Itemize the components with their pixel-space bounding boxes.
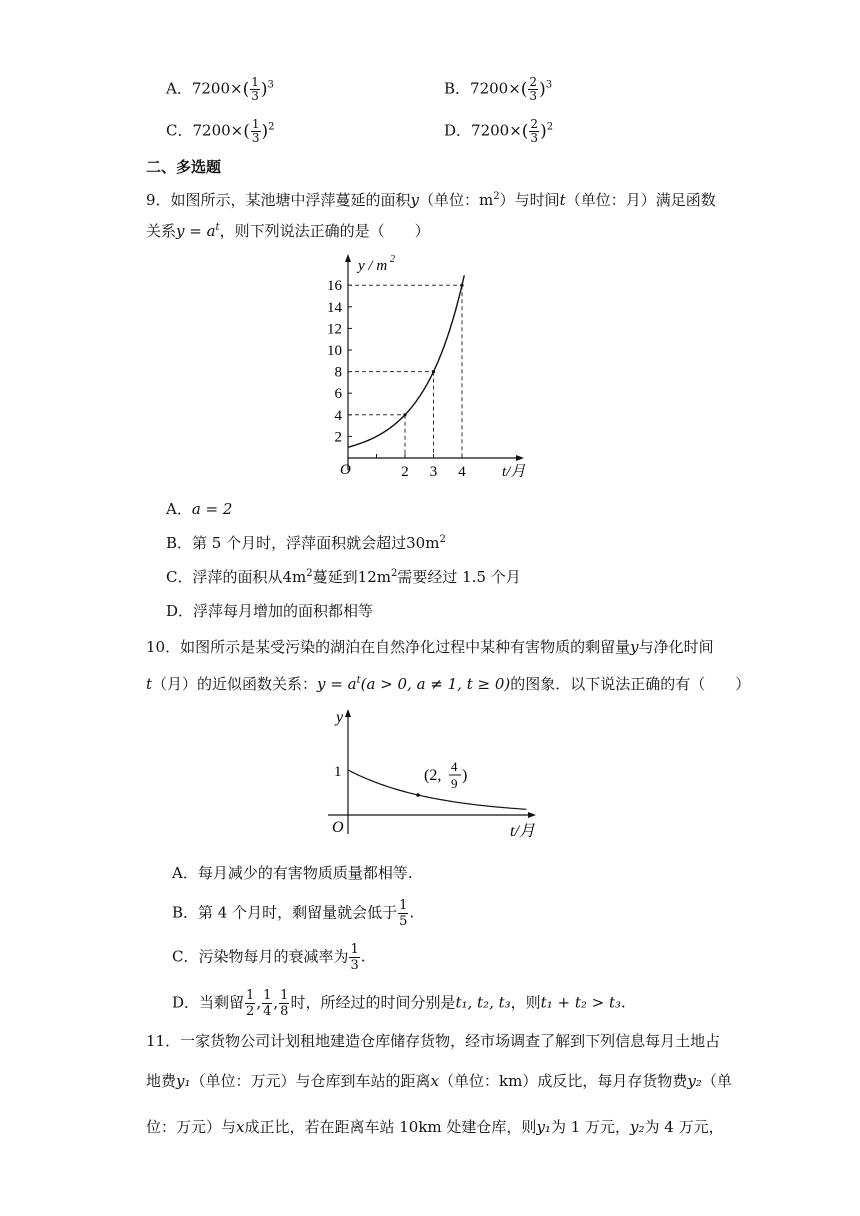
q11-stem-line2: 地费y₁（单位：万元）与仓库到车站的距离x（单位：km）成反比，每月存货物费y₂（单 bbox=[146, 1072, 732, 1090]
q11-stem-line1: 11．一家货物公司计划租地建造仓库储存货物，经市场调查了解到下列信息每月土地占 bbox=[146, 1032, 721, 1050]
q8-option-a: A．7200×( $\frac{1}{3}$ )$^3$ bbox=[166, 75, 274, 103]
point-label-pre: (2, bbox=[424, 767, 442, 784]
point-label-post: ) bbox=[462, 767, 468, 784]
q10-option-c: C．污染物每月的衰减率为 $\frac{1}{3}$ . bbox=[172, 942, 366, 973]
x-axis-label: t/月 bbox=[502, 464, 526, 480]
y-tick-label: 10 bbox=[327, 343, 342, 359]
q10-option-b: B．第 4 个月时，剩留量就会低于 $\frac{1}{5}$ . bbox=[172, 898, 415, 929]
y-tick-label: 8 bbox=[334, 364, 342, 381]
y-tick-label: 6 bbox=[334, 386, 342, 403]
q11-stem-line3: 位：万元）与x成正比，若在距离车站 10km 处建仓库，则y₁为 1 万元，y₂为 4 万元， bbox=[146, 1118, 724, 1136]
q8-option-b: B．7200×( $\frac{2}{3}$ )$^3$ bbox=[444, 75, 553, 103]
x-axis-arrow bbox=[516, 455, 524, 461]
y-tick-label: 4 bbox=[334, 407, 342, 424]
q9-option-c: C．浮萍的面积从$4m^2$蔓延到$12m^2$需要经过 1.5 个月 bbox=[166, 568, 521, 586]
y-tick-1: 1 bbox=[334, 764, 342, 780]
x-axis-label: t/月 bbox=[510, 823, 535, 840]
y-tick-label: 2 bbox=[334, 429, 342, 446]
q9-option-b: B．第 5 个月时，浮萍面积就会超过$30m^2$ bbox=[166, 534, 446, 552]
y-tick-label: 16 bbox=[327, 278, 342, 295]
y-axis-arrow bbox=[345, 709, 351, 717]
x-tick-label: 2 bbox=[401, 464, 409, 480]
x-tick-label: 3 bbox=[429, 464, 438, 480]
y-axis-label-exp: 2 bbox=[390, 254, 395, 265]
x-tick-label: 4 bbox=[458, 464, 466, 480]
q8-option-c: C．7200×( $\frac{1}{3}$ )$^2$ bbox=[166, 117, 275, 145]
q8-option-d: D．7200×( $\frac{2}{3}$ )$^2$ bbox=[444, 117, 554, 145]
q10-option-d: D．当剩留 $\frac{1}{2}$ , $\frac{1}{4}$ , $\frac{1}{8}$ 时，所经过的时间分别是t₁, t₂, t₃，则t₁ + t₂ > t₃. bbox=[172, 988, 626, 1019]
q9-stem-line2: 关系$y = a^t$，则下列说法正确的是（ ） bbox=[146, 222, 430, 240]
growth-curve bbox=[348, 275, 464, 447]
y-tick-label: 12 bbox=[327, 321, 342, 338]
data-point bbox=[416, 793, 420, 797]
q10-option-a: A．每月减少的有害物质质量都相等. bbox=[172, 864, 413, 882]
y-axis-label: y / m bbox=[358, 258, 388, 274]
q9-growth-chart bbox=[320, 248, 540, 483]
q10-decay-chart bbox=[320, 704, 550, 844]
y-axis-label: y bbox=[336, 709, 344, 726]
origin-label: O bbox=[332, 819, 344, 836]
origin-label: O bbox=[340, 462, 351, 478]
y-tick-label: 14 bbox=[327, 299, 342, 316]
y-axis-arrow bbox=[345, 254, 351, 262]
q9-option-a: A．a = 2 bbox=[166, 500, 233, 518]
x-axis-arrow bbox=[528, 812, 536, 818]
point-label-num: 4 bbox=[451, 759, 458, 774]
q10-stem-line2: t（月）的近似函数关系：$y = a^t(a > 0$, a ≠ 1, t ≥ 0)的图象．以下说法正确的有（ ） bbox=[146, 675, 751, 693]
point-label-den: 9 bbox=[451, 776, 458, 791]
q10-stem-line1: 10．如图所示是某受污染的湖泊在自然净化过程中某种有害物质的剩留量y与净化时间 bbox=[146, 638, 714, 656]
q9-stem-line1: 9．如图所示，某池塘中浮萍蔓延的面积y（单位：$m^2$）与时间t（单位：月）满足函数 bbox=[146, 191, 716, 209]
section-title: 二、多选题 bbox=[146, 158, 222, 176]
q9-option-d: D．浮萍每月增加的面积都相等 bbox=[166, 602, 374, 620]
